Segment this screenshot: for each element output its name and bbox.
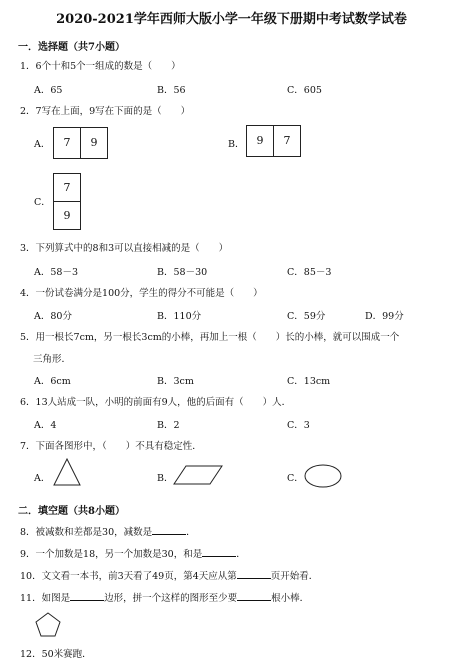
page-title: 2020-2021学年西师大版小学一年级下册期中考试数学试卷 [56,12,407,27]
q2-option-c[interactable]: C． [34,197,51,208]
q10-answer-blank[interactable] [237,569,271,579]
question-6: 6．13人站成一队，小明的前面有9人，他的后面有（ ）人． [20,397,292,408]
q9-answer-blank[interactable] [202,547,236,557]
grid-cell: 9 [80,127,108,159]
question-5-continued: 三角形． [33,354,72,365]
q10-end: 页开始看． [270,571,319,582]
q8-answer-blank[interactable] [152,525,186,535]
grid-cell: 9 [246,125,274,157]
q6-option-c[interactable]: C．3 [287,420,310,431]
q5-option-b[interactable]: B．3cm [157,376,194,387]
q11-answer-blank-1[interactable] [70,591,104,601]
parallelogram-icon [172,464,224,486]
q11-end: 根小棒． [271,593,310,604]
question-2: 2．7写在上面，9写在下面的是（ ） [20,106,191,117]
question-10 [20,568,318,582]
q5-option-a[interactable]: A．6cm [34,376,71,387]
q3-option-c[interactable]: C．85－3 [287,267,332,278]
q1-option-b[interactable]: B．56 [157,85,186,96]
q8-text: 8．被减数和差都是30，减数是 [20,527,153,538]
q1-option-c[interactable]: C．605 [287,85,322,96]
q7-option-b[interactable]: B． [157,473,174,484]
q1-option-a[interactable]: A．65 [34,85,63,96]
q4-option-c[interactable]: C．59分 [287,311,326,322]
triangle-icon [52,457,82,487]
q6-option-a[interactable]: A．4 [34,420,57,431]
q8-end: ． [186,527,196,538]
question-11 [20,590,309,604]
q3-option-b[interactable]: B．58－30 [157,267,208,278]
q2-option-a[interactable]: A． [34,139,51,150]
q4-option-a[interactable]: A．80分 [34,311,72,322]
grid-cell: 7 [53,127,81,159]
q10-text: 10．文文看一本书，前3天看了49页，第4天应从第 [20,571,237,582]
q7-option-c[interactable]: C． [287,473,304,484]
q5-option-c[interactable]: C．13cm [287,376,331,387]
q9-end: ． [236,549,246,560]
oval-icon [303,463,343,489]
pentagon-icon [34,611,62,638]
q4-option-d[interactable]: D．99分 [365,311,404,322]
question-3: 3．下列算式中的8和3可以直接相减的是（ ） [20,243,229,254]
section-fill-heading: 二．填空题（共8小题） [18,506,125,517]
question-8 [20,524,196,538]
q3-option-a[interactable]: A．58－3 [34,267,78,278]
q2-option-b[interactable]: B． [228,139,245,150]
grid-cell: 9 [53,201,81,230]
q6-option-b[interactable]: B．2 [157,420,180,431]
q11-text: 11．如图是 [20,593,71,604]
q7-option-a[interactable]: A． [34,473,51,484]
question-4: 4．一份试卷满分是100分，学生的得分不可能是（ ） [20,288,263,299]
question-5: 5．用一根长7cm，另一根长3cm的小棒，再加上一根（ ）长的小棒，就可以围成一个 [20,332,400,343]
question-9 [20,546,246,560]
question-7: 7．下面各图形中，（ ）不具有稳定性． [20,441,202,452]
question-12: 12．50米赛跑． [20,649,92,660]
grid-cell: 7 [53,173,81,202]
question-1: 1．6个十和5个一组成的数是（ ） [20,61,181,72]
q9-text: 9．一个加数是18，另一个加数是30，和是 [20,549,203,560]
section-choice-heading: 一．选择题（共7小题） [18,42,125,53]
q4-option-b[interactable]: B．110分 [157,311,202,322]
grid-cell: 7 [273,125,301,157]
q11-answer-blank-2[interactable] [237,591,271,601]
q11-mid: 边形，拼一个这样的图形至少要 [104,593,238,604]
